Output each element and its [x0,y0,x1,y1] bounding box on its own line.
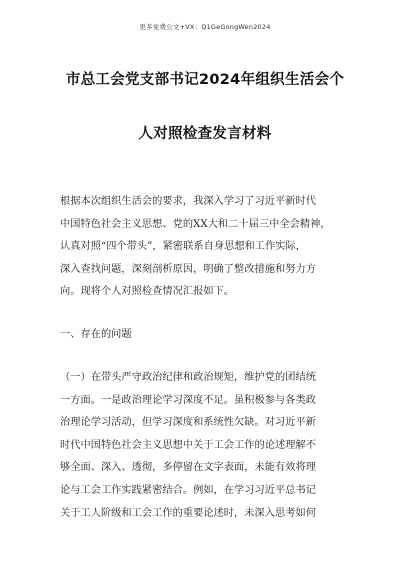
section-line: 一方面。一是政治理论学习深度不足。虽积极参与各类政 [60,394,316,406]
section-line: 论与工会工作实践紧密结合。例如，在学习习近平总书记 [60,484,316,496]
intro-line: 认真对照“四个带头”，紧密联系自身思想和工作实际， [60,241,306,253]
section-line: 时代中国特色社会主义思想中关于工会工作的论述理解不 [60,439,316,451]
section-line: 治理论学习活动，但学习深度和系统性欠缺。对习近平新 [60,417,316,429]
section-paragraph [60,367,352,525]
intro-line: 向。现将个人对照检查情况汇报如下。 [60,286,235,298]
section-line: （一）在带头严守政治纪律和政治规矩，维护党的团结统 [60,372,316,383]
intro-paragraph [60,191,352,304]
section-heading: 一、存在的问题 [60,329,132,340]
header-note: 更多免费公文+VX：Q1GeGongWen2024 [139,23,271,31]
intro-line: 根据本次组织生活会的要求，我深入学习了习近平新时代 [60,196,316,207]
intro-line: 中国特色社会主义思想、党的XX大和二十届三中全会精神， [60,218,331,230]
document-title-line-1: 市总工会党支部书记2024年组织生活会个 [65,72,345,88]
intro-line: 深入查找问题，深刻剖析原因，明确了整改措施和努力方 [60,263,316,275]
section-line: 够全面、深入、透彻，多停留在文字表面，未能有效将理 [60,462,316,474]
document-title-line-2: 人对照检查发言材料 [138,126,272,142]
section-line: 关于工人阶级和工会工作的重要论述时，未深入思考如何 [60,507,316,519]
